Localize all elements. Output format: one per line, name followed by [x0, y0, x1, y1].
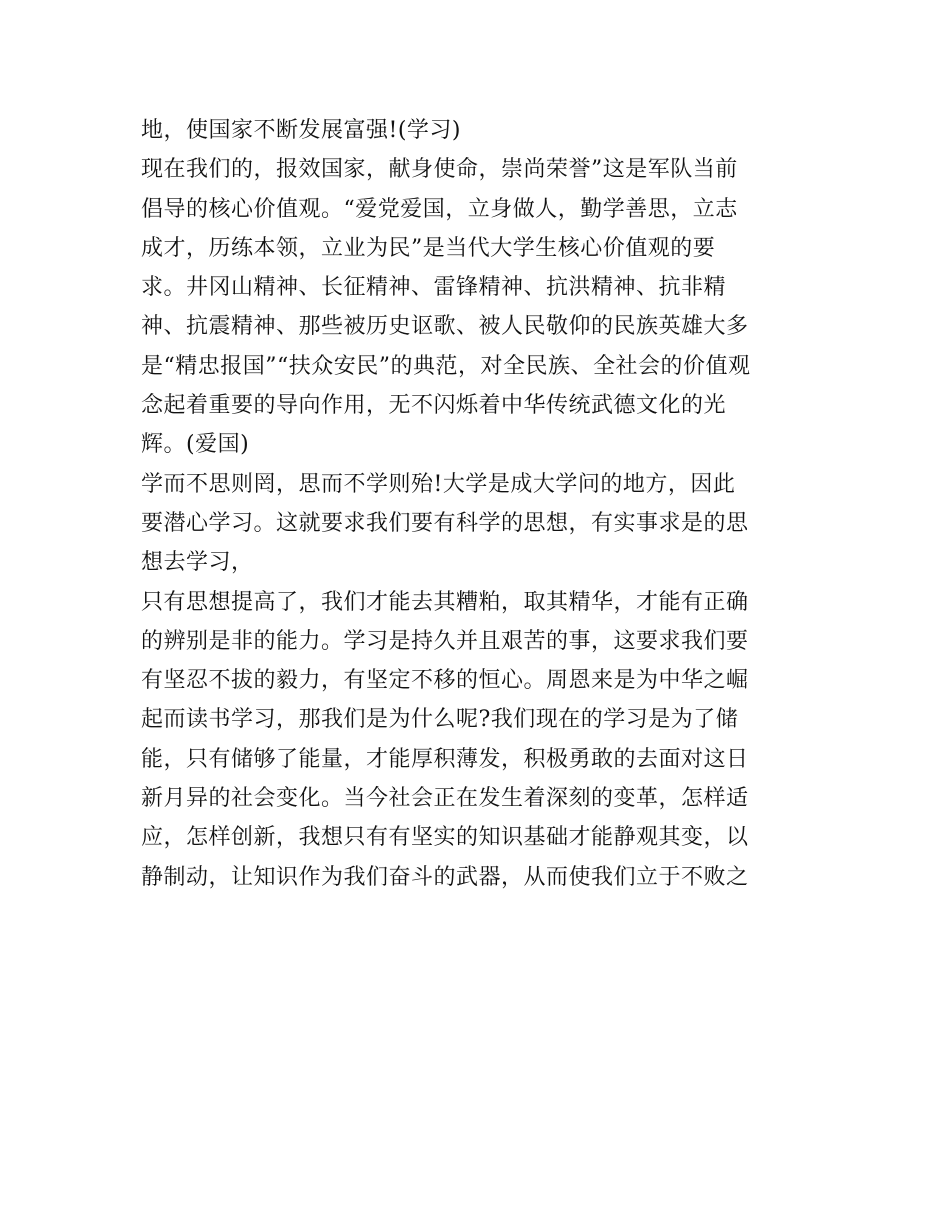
text-line: 现在我们的，报效国家，献身使命，崇尚荣誉”这是军队当前: [141, 157, 738, 183]
text-line: 求。井冈山精神、长征精神、雷锋精神、抗洪精神、抗非精: [141, 275, 727, 301]
text-line: 学而不思则罔，思而不学则殆!大学是成大学问的地方，因此: [141, 471, 736, 497]
text-line: 静制动，让知识作为我们奋斗的武器，从而使我们立于不败之: [141, 864, 749, 890]
text-line: 辉。(爱国): [141, 432, 250, 458]
text-line: 新月异的社会变化。当今社会正在发生着深刻的变革，怎样适: [141, 786, 749, 812]
text-line: 要潜心学习。这就要求我们要有科学的思想，有实事求是的思: [141, 510, 749, 536]
text-line: 有坚忍不拔的毅力，有坚定不移的恒心。周恩来是为中华之崛: [141, 668, 749, 694]
text-line: 只有思想提高了，我们才能去其糟粕，取其精华，才能有正确: [141, 589, 749, 615]
text-line: 的辨别是非的能力。学习是持久并且艰苦的事，这要求我们要: [141, 628, 749, 654]
text-line: 能，只有储够了能量，才能厚积薄发，积极勇敢的去面对这日: [141, 746, 749, 772]
text-line: 念起着重要的导向作用，无不闪烁着中华传统武德文化的光: [141, 393, 727, 419]
text-line: 地，使国家不断发展富强!(学习): [141, 118, 462, 143]
text-line: 成才，历练本领，立业为民”是当代大学生核心价值观的要: [141, 235, 716, 261]
text-line: 起而读书学习，那我们是为什么呢?我们现在的学习是为了储: [141, 707, 739, 733]
text-line: 应，怎样创新，我想只有有坚实的知识基础才能静观其变，以: [141, 825, 749, 851]
text-line: 神、抗震精神、那些被历史讴歌、被人民敬仰的民族英雄大多: [141, 314, 749, 340]
text-line: 想去学习，: [141, 550, 254, 576]
text-line: 是“精忠报国”“扶众安民”的典范，对全民族、全社会的价值观: [141, 353, 751, 379]
document-body: [141, 111, 813, 897]
text-line: 倡导的核心价值观。“爱党爱国，立身做人，勤学善思，立志: [141, 196, 738, 222]
